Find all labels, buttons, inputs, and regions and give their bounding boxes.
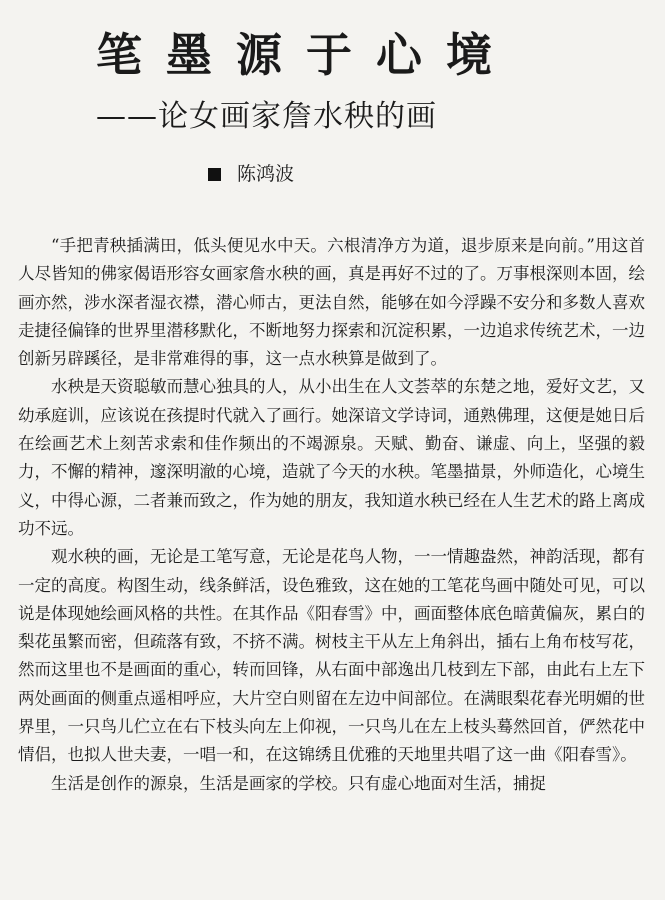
paragraph-4: 生活是创作的源泉，生活是画家的学校。只有虚心地面对生活，捕捉 bbox=[51, 773, 546, 793]
square-bullet-icon bbox=[208, 168, 221, 181]
article-body bbox=[18, 232, 645, 798]
paragraph-2: 水秧是天资聪敏而慧心独具的人，从小出生在人文荟萃的东楚之地，爱好文艺，又幼承庭训，应该说在孩提时代就入了画行。她深谙文学诗词，通熟佛理，这便是她日后在绘画艺术上刻苦求索和佳作频出的不竭源泉。天赋、勤奋、谦虚、向上，坚强的毅力，不懈的精神，邃深明澈的心境，造就了今天的水秧。笔墨描景，外师造化，心境生义，中得心源，二者兼而致之，作为她的朋友，我知道水秧已经在人生艺术的路上离成功不远。 bbox=[18, 377, 645, 538]
article-title: 笔墨源于心境 bbox=[96, 28, 516, 82]
article-subtitle: ——论女画家詹水秧的画 bbox=[96, 99, 437, 134]
author-line bbox=[208, 162, 294, 186]
author-name: 陈鸿波 bbox=[237, 163, 295, 185]
paragraph-3: 观水秧的画，无论是工笔写意，无论是花鸟人物，一一情趣盎然，神韵活现，都有一定的高度。构图生动，线条鲜活，设色雅致，这在她的工笔花鸟画中随处可见，可以说是体现她绘画风格的共性。在其作品《阳春雪》中，画面整体底色暗黄偏灰，累白的梨花虽繁而密，但疏落有致，不挤不满。树枝主干从左上角斜出，插右上角布枝写花，然而这里也不是画面的重心，转而回锋，从右面中部逸出几枝到左下部，由此右上左下两处画面的侧重点遥相呼应，大片空白则留在左边中间部位。在满眼梨花春光明媚的世界里，一只鸟儿伫立在右下枝头向左上仰视，一只鸟儿在左上枝头蓦然回首，俨然花中情侣，也拟人世夫妻，一唱一和，在这锦绣且优雅的天地里共唱了这一曲《阳春雪》。 bbox=[18, 547, 645, 765]
paragraph-1: “手把青秧插满田，低头便见水中天。六根清净方为道，退步原来是向前。”用这首人尽皆知的佛家偈语形容女画家詹水秧的画，真是再好不过的了。万事根深则本固，绘画亦然，涉水深者湿衣襟，潜心师古，更法自然，能够在如今浮躁不安分和多数人喜欢走捷径偏锋的世界里潜移默化，不断地努力探索和沉淀积累，一边追求传统艺术，一边创新另辟蹊径，是非常难得的事，这一点水秧算是做到了。 bbox=[18, 236, 645, 369]
